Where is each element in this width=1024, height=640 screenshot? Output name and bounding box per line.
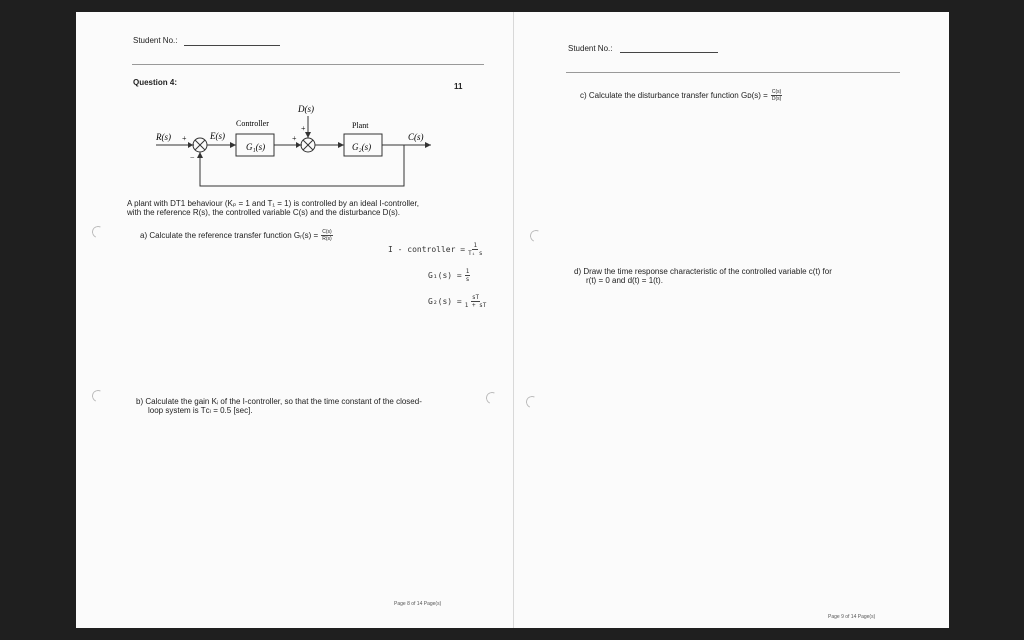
part-c-frac-num: C(s) bbox=[771, 89, 782, 95]
handwriting-line-1 bbox=[388, 242, 483, 257]
diagram-g2-label: G₂(s) bbox=[352, 142, 372, 152]
handwriting-frac-2-num: 1 bbox=[465, 268, 470, 275]
handwriting-frac-2-den: s bbox=[465, 276, 470, 283]
part-d-line-2: r(t) = 0 and d(t) = 1(t). bbox=[586, 276, 663, 285]
handwriting-line-3-text: G₂(s) = bbox=[428, 297, 462, 306]
part-c-fraction bbox=[771, 89, 782, 102]
right-page-footer: Page 9 of 14 Page(s) bbox=[828, 614, 876, 620]
handwriting-frac-3-den: 1 + sT bbox=[464, 302, 487, 309]
part-c-question bbox=[580, 89, 782, 102]
left-page bbox=[76, 12, 513, 628]
margin-mark-icon bbox=[90, 388, 105, 403]
diagram-minus-1: − bbox=[190, 153, 195, 162]
handwriting-frac-3 bbox=[465, 294, 487, 309]
intro-line-2: with the reference R(s), the controlled variable C(s) and the disturbance D(s). bbox=[127, 208, 401, 217]
diagram-controller-label: Controller bbox=[236, 119, 269, 128]
diagram-g1-label: G₁(s) bbox=[246, 142, 266, 152]
part-b-line-2: loop system is Tᴄₗ = 0.5 [sec]. bbox=[148, 406, 253, 415]
diagram-plus-1: + bbox=[182, 134, 187, 143]
part-d-line-1: d) Draw the time response characteristic of the controlled variable c(t) for bbox=[574, 267, 832, 276]
part-b-line-1: b) Calculate the gain Kᵢ of the I-controller, so that the time constant of the closed- bbox=[136, 397, 422, 406]
margin-mark-icon bbox=[90, 224, 105, 239]
page-number: 11 bbox=[454, 82, 463, 91]
diagram-e-label: E(s) bbox=[210, 131, 225, 141]
block-diagram bbox=[146, 98, 446, 188]
feedback-path bbox=[200, 145, 404, 186]
student-number-label: Student No.: bbox=[568, 44, 613, 53]
intro-line-1: A plant with DT1 behaviour (Kₚ = 1 and T₁ = 1) is controlled by an ideal I-controller, bbox=[127, 199, 419, 208]
part-a-question bbox=[140, 229, 333, 242]
handwriting-frac-3-num: sT bbox=[471, 294, 480, 301]
handwriting-line-1-text: I - controller = bbox=[388, 245, 466, 254]
diagram-r-label: R(s) bbox=[156, 132, 171, 142]
student-number-field[interactable] bbox=[620, 52, 718, 53]
part-c-text: c) Calculate the disturbance transfer function Gᴅ(s) = bbox=[580, 90, 768, 100]
part-a-text: a) Calculate the reference transfer function Gᵣ(s) = bbox=[140, 230, 319, 240]
handwriting-line-3 bbox=[428, 294, 486, 309]
diagram-d-label: D(s) bbox=[298, 104, 314, 114]
handwriting-frac-1-num: 1 bbox=[473, 242, 478, 249]
handwriting-frac-1 bbox=[468, 242, 482, 257]
part-c-frac-den: D(s) bbox=[771, 96, 782, 102]
diagram-plant-label: Plant bbox=[352, 121, 369, 130]
margin-mark-icon bbox=[484, 390, 499, 405]
handwriting-frac-2 bbox=[465, 268, 471, 283]
student-number-label: Student No.: bbox=[133, 36, 178, 45]
part-a-frac-num: C(s) bbox=[322, 229, 332, 235]
part-a-frac-den: R(s) bbox=[322, 236, 332, 242]
margin-mark-icon bbox=[528, 228, 543, 243]
diagram-plus-3: + bbox=[301, 124, 306, 133]
handwriting-line-2 bbox=[428, 268, 470, 283]
handwriting-line-2-text: G₁(s) = bbox=[428, 271, 462, 280]
left-page-footer: Page 8 of 14 Page(s) bbox=[394, 601, 442, 607]
diagram-plus-2: + bbox=[292, 134, 297, 143]
margin-mark-icon bbox=[524, 394, 539, 409]
student-number-field[interactable] bbox=[184, 45, 280, 46]
handwriting-frac-1-den: Tᵢ s bbox=[468, 250, 483, 257]
header-rule bbox=[566, 72, 900, 73]
diagram-c-label: C(s) bbox=[408, 132, 424, 142]
right-page bbox=[513, 12, 949, 628]
question-title: Question 4: bbox=[133, 78, 178, 87]
part-a-fraction bbox=[321, 229, 332, 242]
header-rule bbox=[132, 64, 484, 65]
